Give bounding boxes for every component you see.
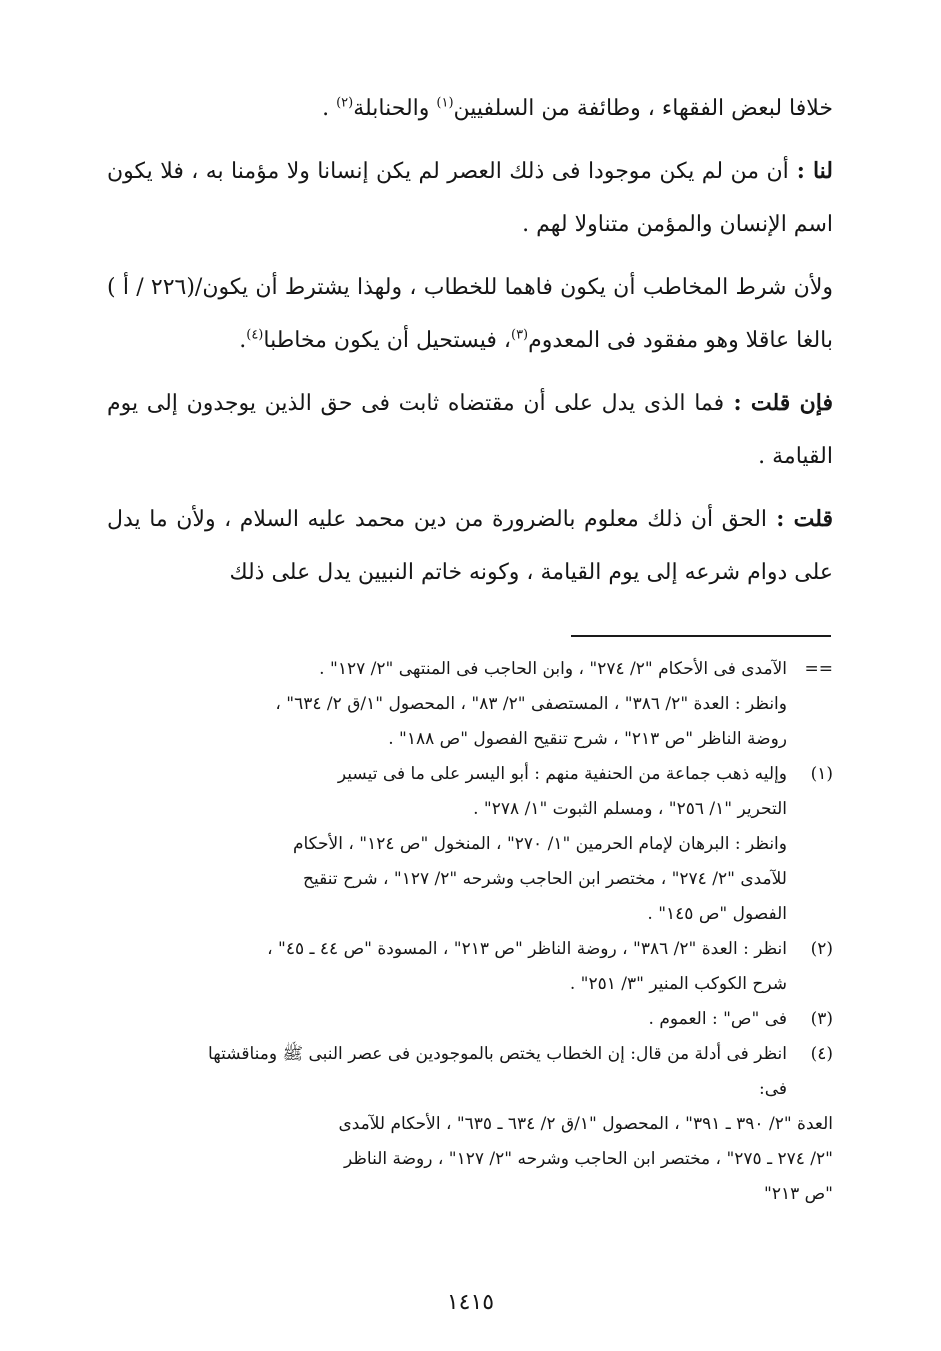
footnote-4-mark: (٤): [810, 1044, 833, 1064]
footnote-continuation: [111, 652, 833, 757]
paragraph-5-text: الحق أن ذلك معلوم بالضرورة من دين محمد عليه السلام ، ولأن ما يدل على دوام شرعه إلى يوم القيامة ، وكونه خاتم النبيين يدل على ذلك: [107, 507, 833, 585]
footnote-2-mark: (٢): [810, 939, 833, 959]
footnote-ref-2[interactable]: (٢): [336, 95, 354, 111]
footnote-line: فى "ص" : العموم .: [648, 1009, 787, 1029]
paragraph-3-text-cont: ، فيستحيل أن يكون مخاطبا: [263, 328, 511, 353]
page-number: ١٤١٥: [446, 1290, 495, 1315]
footnote-line: "ص ٢١٣": [763, 1184, 833, 1204]
paragraph-5-lead: قلت :: [767, 506, 833, 532]
footnotes: [111, 652, 833, 1212]
footnote-ref-1[interactable]: (١): [436, 95, 454, 111]
paragraph-1-text-cont: والحنابلة: [353, 96, 437, 121]
footnote-1: [111, 757, 833, 932]
footnote-3-body: [111, 1002, 787, 1037]
paragraph-1: [107, 82, 833, 135]
footnote-ref-4[interactable]: (٤): [246, 327, 264, 343]
footnote-4: [111, 1037, 833, 1212]
footnote-line: العدة "٢/ ٣٩٠ ـ ٣٩١" ، المحصول "١/ق ٢/ ٦٣٤ ـ ٦٣٥" ، الأحكام للآمدى: [338, 1114, 833, 1134]
footnote-ref-3[interactable]: (٣): [510, 327, 529, 343]
footnote-continuation-body: [111, 652, 787, 757]
footnote-1-body: [111, 757, 787, 932]
paragraph-4-lead: فإن قلت :: [724, 390, 833, 416]
paragraph-1-text: خلافا لبعض الفقهاء ، وطائفة من السلفيين: [453, 96, 833, 121]
footnote-line: انظر فى أدلة من قال: إن الخطاب يختص بالموجودين فى عصر النبى ﷺ ومناقشتها: [208, 1044, 787, 1064]
footnote-3-mark: (٣): [810, 1009, 833, 1029]
footnote-line: للآمدى "٢/ ٢٧٤" ، مختصر ابن الحاجب وشرحه "٢/ ١٢٧" ، شرح تنقيح: [303, 869, 787, 889]
paragraph-5: [107, 493, 833, 599]
footnote-line: "٢/ ٢٧٤ ـ ٢٧٥" ، مختصر ابن الحاجب وشرحه "٢/ ١٢٧" ، روضة الناظر: [343, 1149, 833, 1169]
paragraph-4-text: فما الذى يدل على أن مقتضاه ثابت فى حق الذين يوجدون إلى يوم القيامة .: [107, 391, 833, 469]
paragraph-2: [107, 145, 833, 251]
footnote-line: وانظر : البرهان لإمام الحرمين "١/ ٢٧٠" ، المنخول "ص ١٢٤" ، الأحكام: [292, 834, 787, 854]
footnote-2: [111, 932, 833, 1002]
footnote-line: الآمدى فى الأحكام "٢/ ٢٧٤" ، وابن الحاجب فى المنتهى "٢/ ١٢٧" .: [319, 659, 787, 679]
paragraph-3: [107, 261, 833, 367]
paragraph-3-end: .: [239, 328, 247, 353]
footnote-line: وانظر : العدة "٢/ ٣٨٦" ، المستصفى "٢/ ٨٣" ، المحصول "١/ق ٢/ ٦٣٤" ،: [275, 694, 787, 714]
footnote-line: وإليه ذهب جماعة من الحنفية منهم : أبو اليسر على ما فى تيسير: [337, 764, 787, 784]
footnote-4-body: [111, 1037, 833, 1212]
footnote-continuation-mark: ==: [804, 659, 833, 679]
footnote-3: [111, 1002, 833, 1037]
paragraph-4: [107, 377, 833, 483]
footnote-line: شرح الكوكب المنير "٣/ ٢٥١" .: [569, 974, 787, 994]
footnote-2-body: [111, 932, 787, 1002]
paragraph-2-lead: لنا :: [788, 158, 834, 184]
footnote-line: الفصول "ص ١٤٥" .: [647, 904, 787, 924]
footnote-separator: [571, 635, 831, 637]
footnote-1-mark: (١): [810, 764, 833, 784]
paragraph-2-text: أن من لم يكن موجودا فى ذلك العصر لم يكن إنسانا ولا مؤمنا به ، فلا يكون اسم الإنسان والمؤمن متناولا لهم .: [107, 159, 833, 237]
footnote-line: انظر : العدة "٢/ ٣٨٦" ، روضة الناظر "ص ٢١٣" ، المسودة "ص ٤٤ ـ ٤٥" ،: [267, 939, 787, 959]
main-text: [107, 82, 833, 609]
footnote-line: فى:: [758, 1079, 787, 1099]
paragraph-3-text: ولأن شرط المخاطب أن يكون فاهما للخطاب ، ولهذا يشترط أن يكون/(٢٢٦ / أ ) بالغا عاقلا وهو مفقود فى المعدوم: [107, 275, 833, 353]
footnote-line: التحرير "١/ ٢٥٦" ، ومسلم الثبوت "١/ ٢٧٨" .: [473, 799, 787, 819]
footnote-line: روضة الناظر "ص ٢١٣" ، شرح تنقيح الفصول "ص ١٨٨" .: [388, 729, 787, 749]
paragraph-1-end: .: [322, 96, 337, 121]
